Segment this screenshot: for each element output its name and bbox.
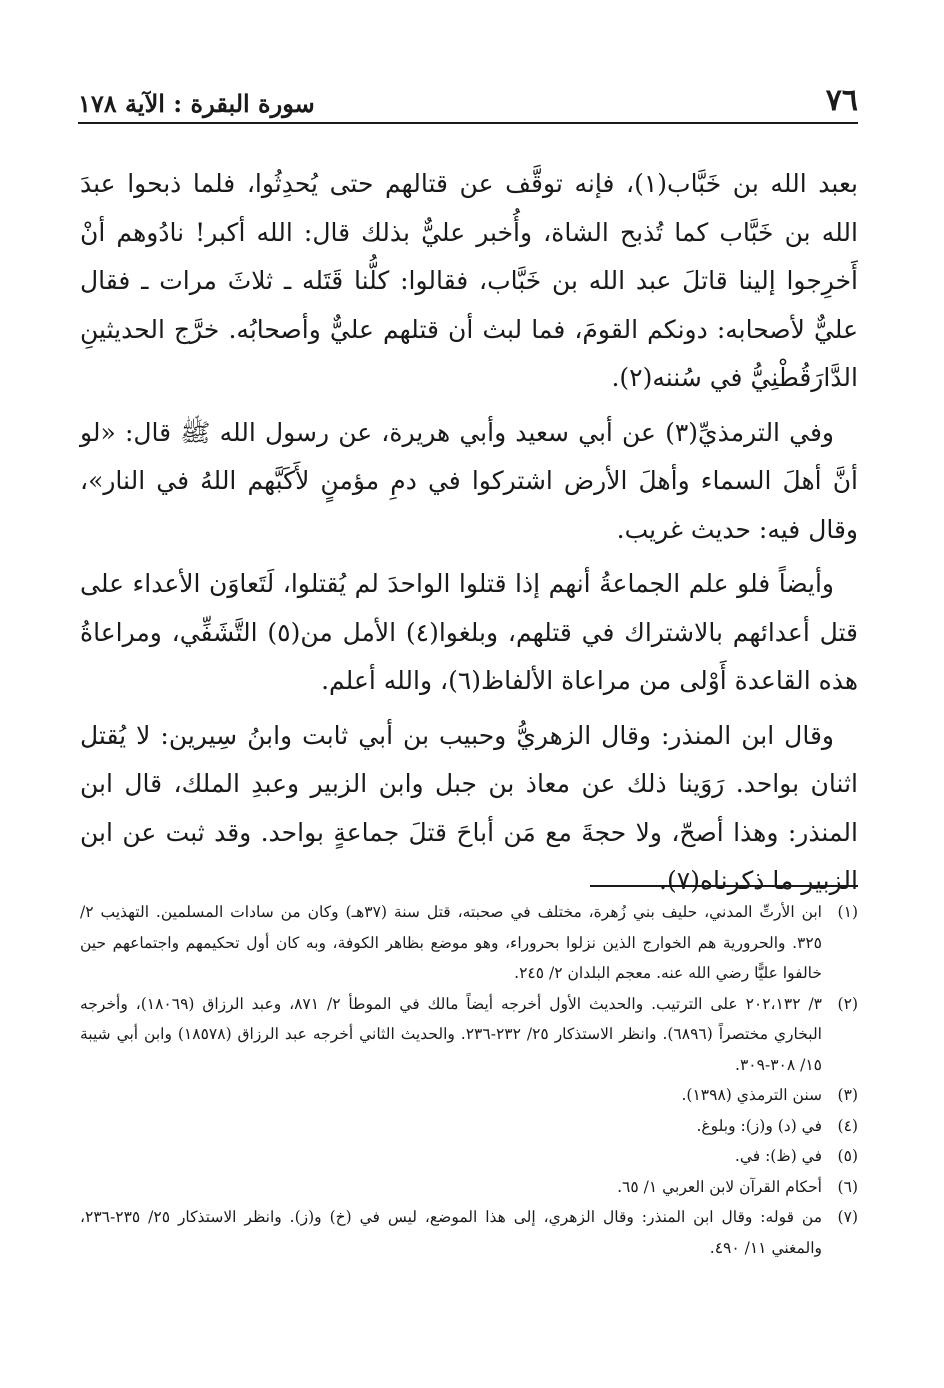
footnote-number: (٢) — [837, 994, 858, 1013]
footnote-text: سنن الترمذي (١٣٩٨). — [681, 1086, 822, 1104]
footnote — [80, 1141, 858, 1172]
footnote — [80, 1172, 858, 1203]
footnote-text: في (ظ): في. — [734, 1147, 822, 1165]
paragraph: وأيضاً فلو علم الجماعةُ أنهم إذا قتلوا الواحدَ لم يُقتلوا، لَتَعاوَن الأعداء على قتل أعدائهم بالاشتراك في قتلهم، وبلغوا(٤) الأمل من(٥) التَّشَفِّي، ومراعاةُ هذه القاعدة أَوْلى من مراعاة الألفاظ(٦)، والله أعلم. — [80, 569, 859, 695]
footnote-number: (١) — [837, 903, 858, 921]
paragraph: وقال ابن المنذر: وقال الزهريُّ وحبيب بن أبي ثابت وابنُ سِيرين: لا يُقتل اثنان بواحد. رَوَينا ذلك عن معاذ بن جبل وابن الزبير وعبدِ الملك، قال ابن المنذر: وهذا أصحّ، ولا حجةَ مع مَن أباحَ قتلَ جماعةٍ بواحد. وقد ثبت عن ابن الزبير ما ذكرناه(٧). — [80, 720, 858, 895]
footnote-number: (٧) — [837, 1208, 858, 1226]
footnote-separator — [590, 885, 858, 887]
footnote-number: (٦) — [837, 1177, 858, 1196]
footnote-text: من قوله: وقال ابن المنذر: وقال الزهري، إلى هذا الموضع، ليس في (خ) و(ز). وانظر الاستذكار ٢٥/ ٢٣٥-٢٣٦، والمغني ١١/ ٤٩٠. — [80, 1208, 822, 1257]
page-header — [78, 78, 858, 124]
running-title: سورة البقرة : الآية ١٧٨ — [78, 89, 315, 118]
footnote — [80, 989, 858, 1081]
paragraph: وفي الترمذيِّ(٣) عن أبي سعيد وأبي هريرة، عن رسول الله ﷺ قال: «لو أنَّ أهلَ السماء وأهلَ الأرض اشتركوا في دمِ مؤمنٍ لأَكَبَّهم اللهُ في النار»، وقال فيه: حديث غريب. — [80, 417, 858, 544]
footnote-number: (٤) — [837, 1116, 858, 1135]
footnote — [80, 1202, 858, 1263]
main-text — [80, 160, 858, 912]
paragraph: بعبد الله بن خَبَّاب(١)، فإنه توقَّف عن قتالهم حتى يُحدِثُوا، فلما ذبحوا عبدَ الله بن خَبَّاب كما تُذبح الشاة، وأُخبر عليٌّ بذلك قال: الله أكبر! نادُوهم أنْ أَخرِجوا إلينا قاتلَ عبد الله بن خَبَّاب، فقالوا: كلُّنا قَتَله ـ ثلاثَ مرات ـ فقال عليٌّ لأصحابه: دونكم القومَ، فما لبث أن قتلهم عليٌّ وأصحابُه. خرَّج الحديثينِ الدَّارَقُطْنِيُّ في سُننه(٢). — [80, 169, 858, 392]
footnote — [80, 897, 858, 989]
footnote-text: أحكام القرآن لابن العربي ١/ ٦٥. — [617, 1177, 822, 1196]
footnote-number: (٥) — [837, 1147, 858, 1165]
footnote-text: في (د) و(ز): وبلوغ. — [696, 1116, 822, 1135]
footnotes — [80, 897, 858, 1263]
footnote-number: (٣) — [837, 1086, 858, 1104]
footnote — [80, 1111, 858, 1142]
footnote-text: ابن الأرتِّ المدني، حليف بني زُهرة، مختلف في صحبته، قتل سنة (٣٧هـ) وكان من سادات المسلمين. التهذيب ٢/ ٣٢٥. والحرورية هم الخوارج الذين نزلوا بحروراء، وهو موضع بظاهر الكوفة، وبه كان أول تحكيمهم واجتماعهم حين خالفوا عليًّا رضي الله عنه. معجم البلدان ٢/ ٢٤٥. — [80, 903, 822, 982]
page-number: ٧٦ — [825, 83, 858, 118]
footnote — [80, 1080, 858, 1111]
footnote-text: ٣/ ٢٠٢،١٣٢ على الترتيب. والحديث الأول أخرجه أيضاً مالك في الموطأ ٢/ ٨٧١، وعبد الرزاق (١٨٠٦٩)، وأخرجه البخاري مختصراً (٦٨٩٦). وانظر الاستذكار ٢٥/ ٢٣٢-٢٣٦. والحديث الثاني أخرجه عبد الرزاق (١٨٥٧٨) وابن أبي شيبة ١٥/ ٣٠٨-٣٠٩. — [80, 994, 822, 1074]
